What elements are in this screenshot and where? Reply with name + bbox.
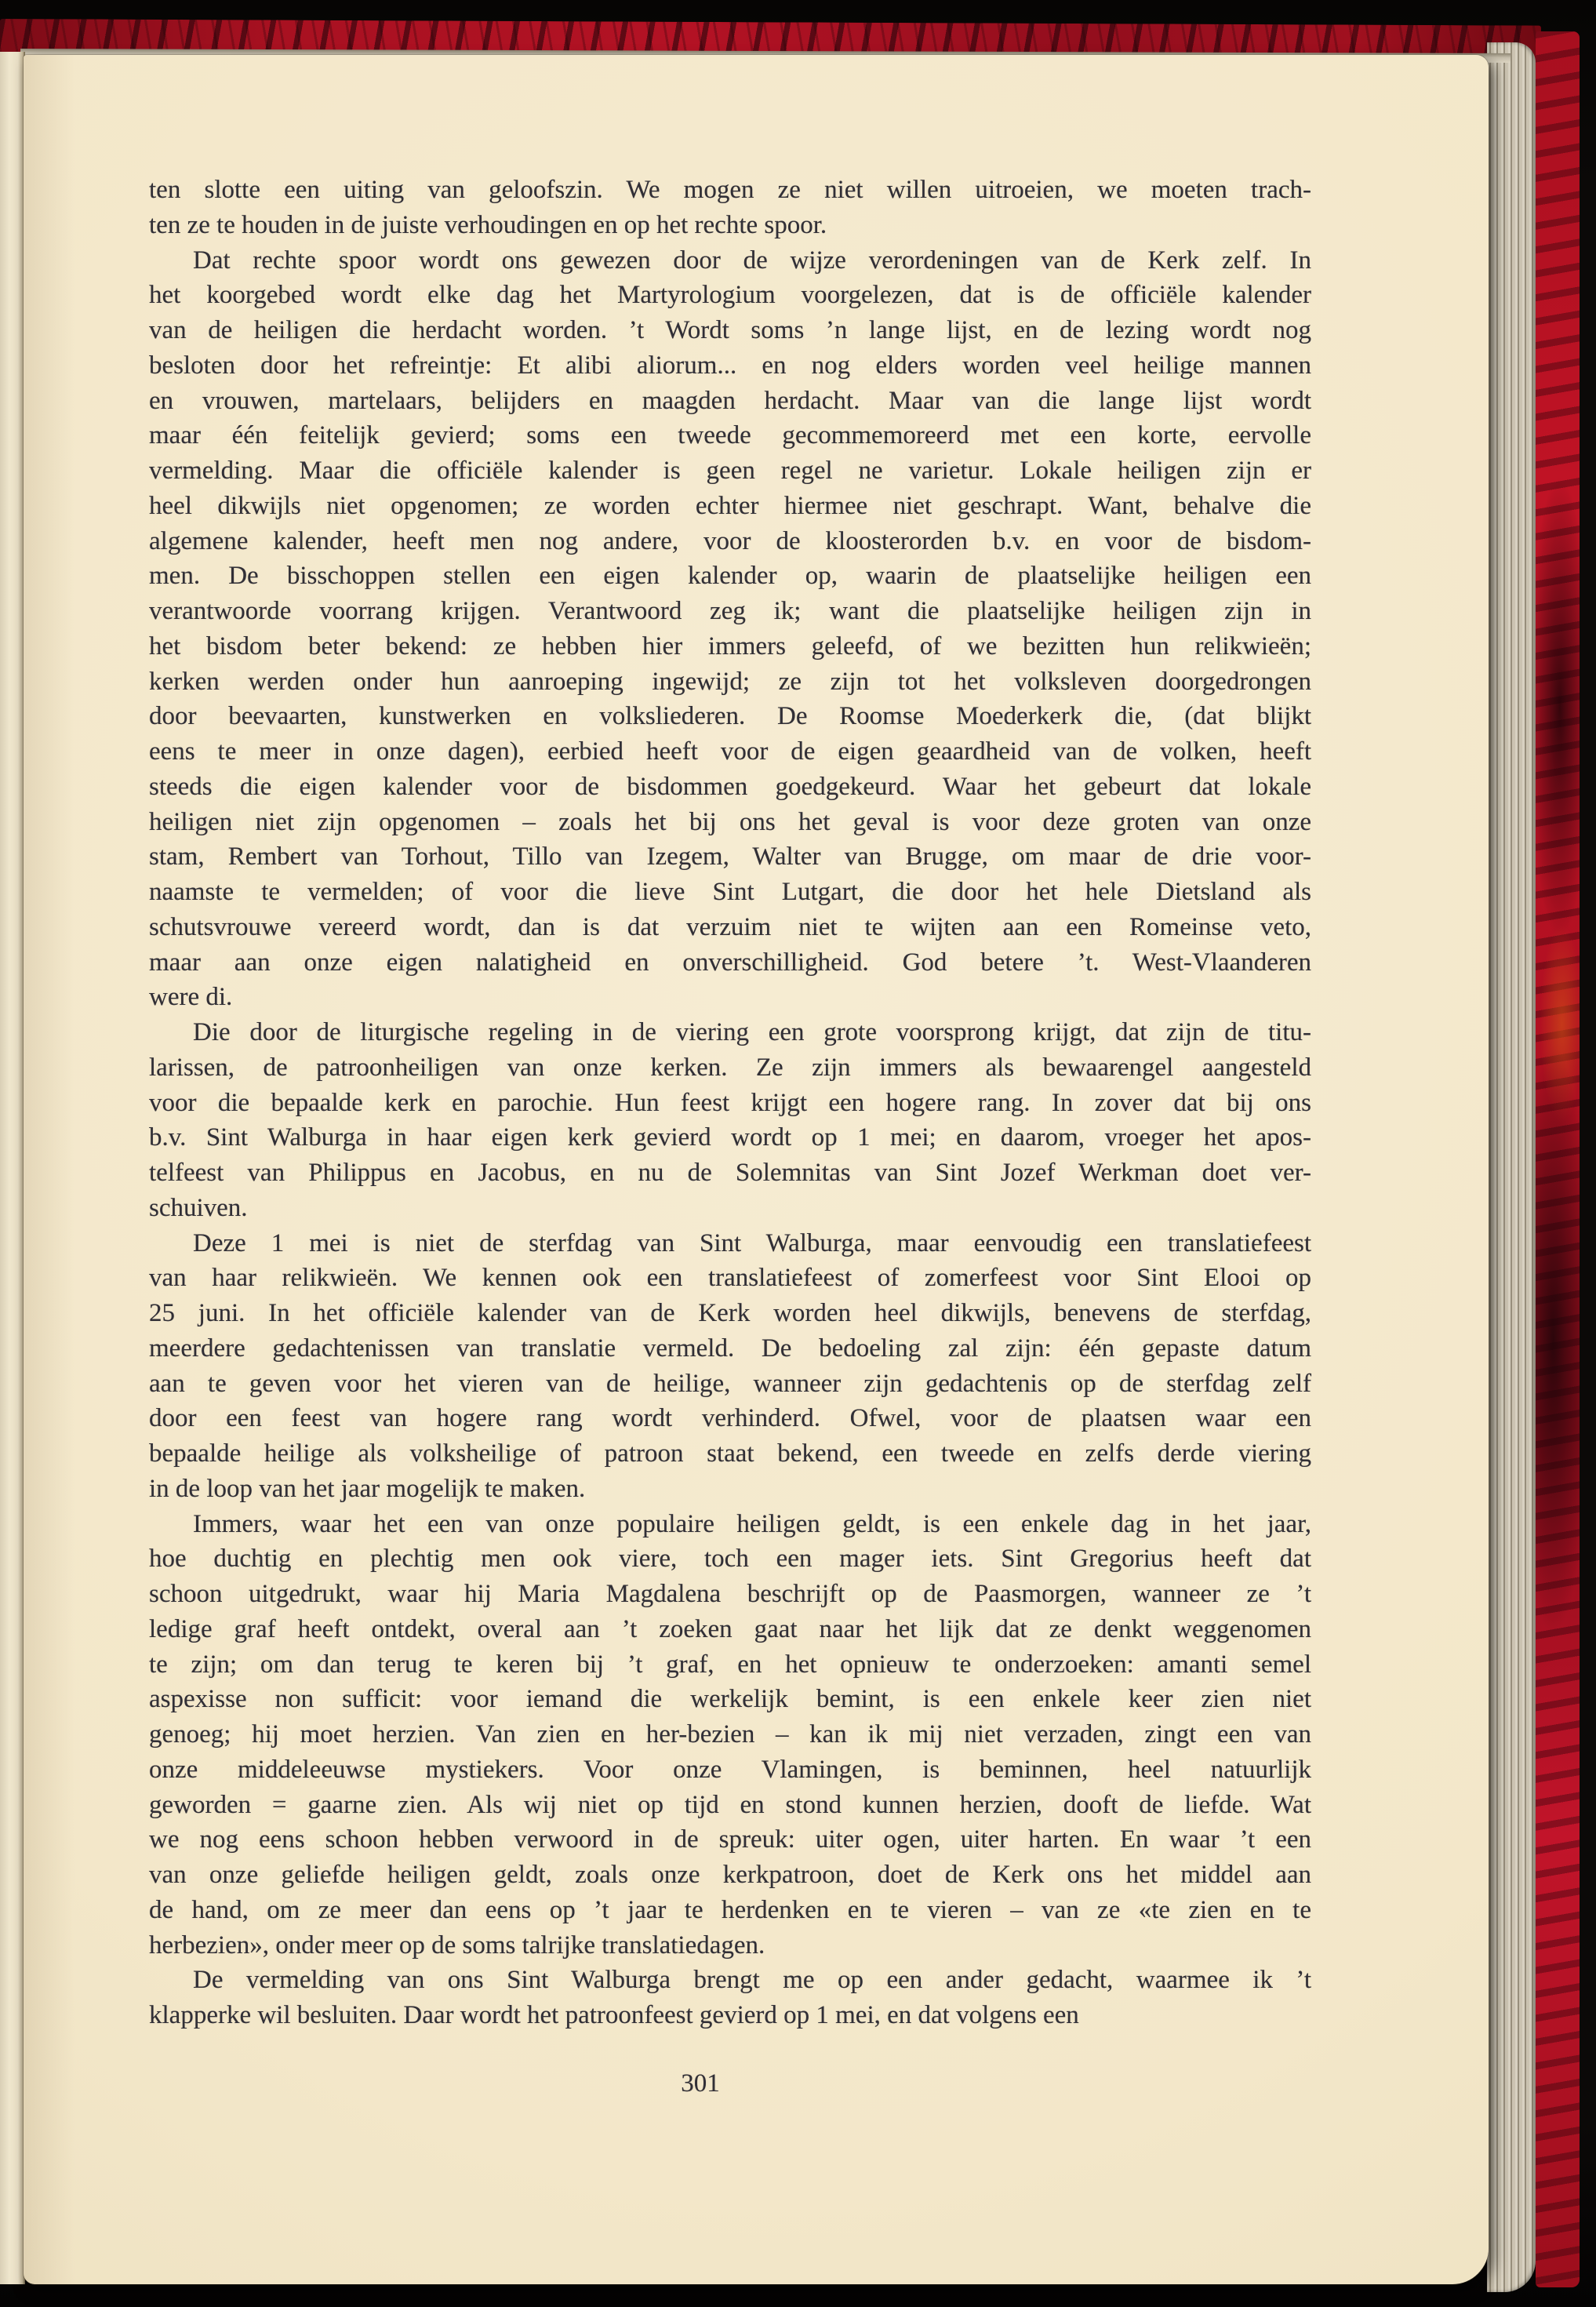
text-line: van haar relikwieën. We kennen ook een translatiefeest of zomerfeest voor Sint Elooi op: [149, 1264, 1311, 1293]
text-line: men. De bisschoppen stellen een eigen kalender op, waarin de plaatselijke heiligen een: [149, 562, 1311, 591]
paragraph: [149, 243, 1311, 1016]
text-line: stam, Rembert van Torhout, Tillo van Izegem, Walter van Brugge, om maar de drie voor-: [149, 842, 1311, 871]
text-line: schuiven.: [149, 1193, 248, 1222]
text-line: naamste te vermelden; of voor die lieve Sint Lutgart, die door het hele Dietsland als: [149, 878, 1311, 906]
text-line: hoe duchtig en plechtig men ook viere, toch een mager iets. Sint Gregorius heeft dat: [149, 1545, 1311, 1574]
paragraph: [149, 1507, 1311, 1963]
text-line: were di.: [149, 983, 233, 1012]
text-line: bepaalde heilige als volksheilige of patroon staat bekend, een tweede en zelfs derde viering: [149, 1439, 1311, 1468]
text-line: te zijn; om dan terug te keren bij ’t graf, en het opnieuw te onderzoeken: amanti semel: [149, 1650, 1311, 1679]
text-line: genoeg; hij moet herzien. Van zien en her-bezien – kan ik mij niet verzaden, zingt een van: [149, 1720, 1311, 1748]
paragraph: [149, 1963, 1311, 2033]
text-line: van onze geliefde heiligen geldt, zoals onze kerkpatroon, doet de Kerk ons het middel aan: [149, 1861, 1311, 1889]
text-line: het bisdom beter bekend: ze hebben hier immers geleefd, of we bezitten hun relikwieën;: [149, 631, 1311, 660]
text-line: we nog eens schoon hebben verwoord in de spreuk: uiter ogen, uiter harten. En waar ’t een: [149, 1825, 1311, 1854]
text-line: larissen, de patroonheiligen van onze kerken. Ze zijn immers als bewaarengel aangesteld: [149, 1053, 1311, 1082]
text-line: maar één feitelijk gevierd; soms een tweede gecommemoreerd met een korte, eervolle: [149, 421, 1311, 450]
text-line: algemene kalender, heeft men nog andere, voor de kloosterorden b.v. en voor de bisdom-: [149, 526, 1311, 555]
text-line: 25 juni. In het officiële kalender van de Kerk worden heel dikwijls, benevens de sterfdag,: [149, 1299, 1311, 1327]
page-number: 301: [681, 2069, 720, 2098]
text-line: Die door de liturgische regeling in de viering een grote voorsprong krijgt, dat zijn de titu-: [193, 1018, 1311, 1046]
text-line: telfeest van Philippus en Jacobus, en nu de Solemnitas van Sint Jozef Werkman doet ver-: [149, 1159, 1311, 1187]
text-line: door een feest van hogere rang wordt verhinderd. Ofwel, voor de plaatsen waar een: [149, 1404, 1311, 1433]
text-line: Immers, waar het een van onze populaire heiligen geldt, is een enkele dag in het jaar,: [193, 1509, 1311, 1538]
text-line: geworden = gaarne zien. Als wij niet op tijd en stond kunnen herzien, dooft de liefde. Wat: [149, 1790, 1311, 1819]
text-line: maar aan onze eigen nalatigheid en onverschilligheid. God betere ’t. West-Vlaanderen: [149, 948, 1311, 977]
text-block: [149, 173, 1311, 2101]
book-page: [24, 55, 1489, 2284]
text-line: eens te meer in onze dagen), eerbied heeft voor de eigen geaardheid van de volken, heeft: [149, 737, 1311, 766]
text-line: klapperke wil besluiten. Daar wordt het patroonfeest gevierd op 1 mei, en dat volgens een: [149, 2001, 1079, 2029]
text-line: voor die bepaalde kerk en parochie. Hun feest krijgt een hogere rang. In zover dat bij ons: [149, 1088, 1311, 1117]
text-line: herbezien», onder meer op de soms talrijke translatiedagen.: [149, 1930, 765, 1959]
text-line: ten slotte een uiting van geloofszin. We mogen ze niet willen uitroeien, we moeten trach-: [149, 176, 1311, 204]
previous-page-edge: [0, 52, 25, 2284]
text-line: meerdere gedachtenissen van translatie vermeld. De bedoeling zal zijn: één gepaste datum: [149, 1334, 1311, 1363]
text-line: schoon uitgedrukt, waar hij Maria Magdalena beschrijft op de Paasmorgen, wanneer ze ’t: [149, 1580, 1311, 1608]
text-line: besloten door het refreintje: Et alibi aliorum... en nog elders worden veel heilige mannen: [149, 351, 1311, 380]
text-line: en vrouwen, martelaars, belijders en maagden herdacht. Maar van die lange lijst wordt: [149, 386, 1311, 415]
text-line: De vermelding van ons Sint Walburga brengt me op een ander gedacht, waarmee ik ’t: [193, 1966, 1311, 1995]
text-line: ten ze te houden in de juiste verhoudingen en op het rechte spoor.: [149, 210, 827, 239]
text-line: de hand, om ze meer dan eens op ’t jaar te herdenken en te vieren – van ze «te zien en te: [149, 1895, 1311, 1924]
text-line: ledige graf heeft ontdekt, overal aan ’t zoeken gaat naar het lijk dat ze denkt weggenomen: [149, 1614, 1311, 1643]
text-line: vermelding. Maar die officiële kalender is geen regel ne varietur. Lokale heiligen zijn er: [149, 457, 1311, 485]
paragraph: [149, 1015, 1311, 1226]
text-line: aspexisse non sufficit: voor iemand die werkelijk bemint, is een enkele keer zien niet: [149, 1685, 1311, 1714]
text-line: in de loop van het jaar mogelijk te maken.: [149, 1474, 586, 1503]
text-line: kerken werden onder hun aanroeping ingewijd; ze zijn tot het volksleven doorgedrongen: [149, 667, 1311, 696]
text-line: verantwoorde voorrang krijgen. Verantwoord zeg ik; want die plaatselijke heiligen zijn in: [149, 597, 1311, 625]
text-line: steeds die eigen kalender voor de bisdommen goedgekeurd. Waar het gebeurt dat lokale: [149, 772, 1311, 801]
text-line: Dat rechte spoor wordt ons gewezen door de wijze verordeningen van de Kerk zelf. In: [193, 246, 1311, 275]
text-line: het koorgebed wordt elke dag het Martyrologium voorgelezen, dat is de officiële kalender: [149, 281, 1311, 310]
book-cover-right-edge: [1536, 31, 1580, 2287]
text-line: heiligen niet zijn opgenomen – zoals het bij ons het geval is voor deze groten van onze: [149, 807, 1311, 836]
text-line: door beevaarten, kunstwerken en volksliederen. De Roomse Moederkerk die, (dat blijkt: [149, 702, 1311, 731]
text-line: onze middeleeuwse mystiekers. Voor onze Vlamingen, is beminnen, heel natuurlijk: [149, 1755, 1311, 1784]
paragraph: [149, 173, 1311, 243]
paragraph: [149, 1226, 1311, 1507]
text-line: schutsvrouwe vereerd wordt, dan is dat verzuim niet te wijten aan een Romeinse veto,: [149, 912, 1311, 941]
text-line: aan te geven voor het vieren van de heilige, wanneer zijn gedachtenis op de sterfdag zelf: [149, 1369, 1311, 1398]
text-line: van de heiligen die herdacht worden. ’t Wordt soms ’n lange lijst, en de lezing wordt nog: [149, 316, 1311, 344]
page-edge-stack: [1487, 42, 1536, 2292]
text-line: heel dikwijls niet opgenomen; ze worden echter hiermee niet geschrapt. Want, behalve die: [149, 491, 1311, 520]
text-line: Deze 1 mei is niet de sterfdag van Sint Walburga, maar eenvoudig een translatiefeest: [193, 1228, 1311, 1257]
text-line: b.v. Sint Walburga in haar eigen kerk gevierd wordt op 1 mei; en daarom, vroeger het apos-: [149, 1123, 1311, 1152]
